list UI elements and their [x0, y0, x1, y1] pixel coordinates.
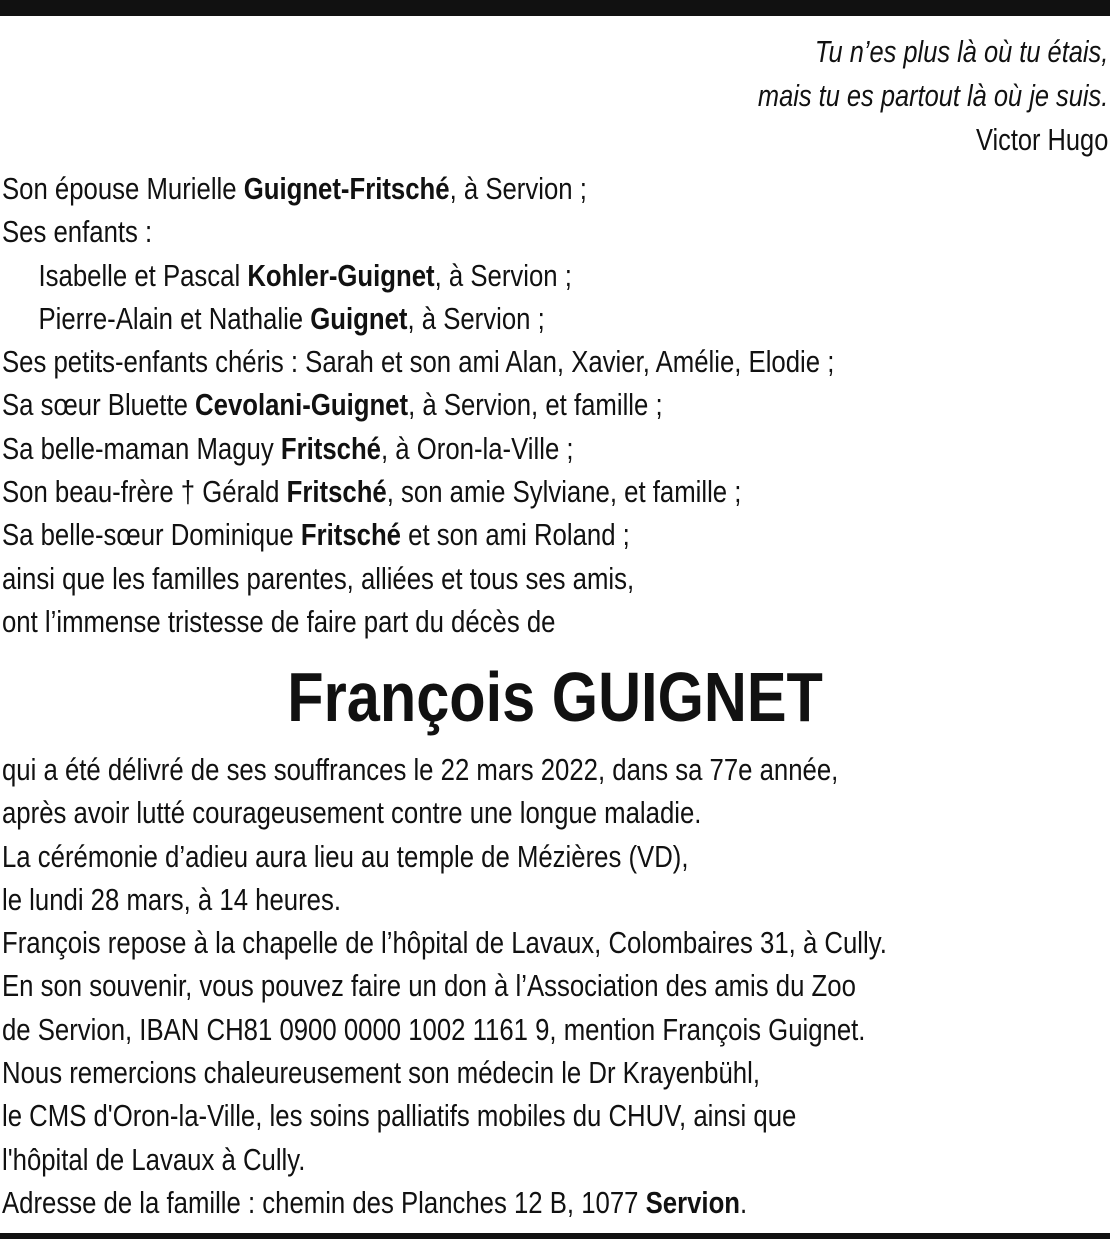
family-text: Ses petits-enfants chéris : Sarah et son ami Alan, Xavier, Amélie, Elodie ; [2, 344, 835, 380]
details-text: . [740, 1184, 748, 1220]
details-text: de Servion, IBAN CH81 0900 0000 1002 1161 9, mention François Guignet. [2, 1011, 866, 1047]
family-surname: Fritsché [280, 430, 381, 466]
deceased-name [0, 655, 1110, 739]
details-line [2, 1181, 887, 1224]
epigraph-quote [681, 30, 1108, 162]
details-text: La cérémonie d’adieu aura lieu au temple de Mézières (VD), [2, 838, 689, 874]
details-line [2, 748, 887, 791]
details-text: après avoir lutté courageusement contre une longue maladie. [2, 795, 702, 831]
details-line [2, 878, 887, 921]
family-text: Pierre-Alain et Nathalie [38, 300, 311, 336]
quote-author: Victor Hugo [975, 122, 1108, 157]
details-text: qui a été délivré de ses souffrances le 22 mars 2022, dans sa 77e année, [2, 752, 839, 787]
details-line [2, 1051, 887, 1094]
bottom-border-rule [0, 1233, 1110, 1239]
details-line [2, 835, 887, 878]
details-text: Adresse de la famille : chemin des Planches 12 B, 1077 [2, 1184, 646, 1220]
family-surname: Guignet-Fritsché [243, 171, 450, 206]
family-text: , à Servion ; [449, 171, 587, 206]
family-line [2, 340, 834, 383]
family-text: Ses enfants : [2, 214, 153, 250]
top-border-rule [0, 0, 1110, 16]
family-text: Sa belle-maman Maguy [2, 430, 281, 466]
family-line [2, 210, 834, 253]
family-text: Sa belle-sœur Dominique [2, 517, 301, 553]
family-line [2, 470, 834, 513]
family-text: , à Oron-la-Ville ; [380, 430, 574, 466]
family-line [2, 383, 834, 426]
details-text: Nous remercions chaleureusement son médecin le Dr Krayenbühl, [2, 1055, 760, 1091]
family-surname: Fritsché [300, 517, 401, 553]
family-text: , à Servion ; [407, 300, 545, 336]
family-list [2, 167, 1005, 643]
family-text: , à Servion ; [434, 257, 572, 293]
family-surname: Cevolani-Guignet [195, 387, 409, 423]
family-text: , à Servion, et famille ; [408, 387, 663, 423]
family-surname: Guignet [310, 300, 408, 336]
family-line [2, 167, 834, 210]
obituary-details [2, 748, 1068, 1224]
family-text: Sa sœur Bluette [2, 387, 196, 423]
family-text: , son amie Sylviane, et famille ; [386, 474, 742, 510]
family-text: Son épouse Murielle [2, 171, 244, 206]
family-line [2, 427, 834, 470]
family-surname: Fritsché [286, 474, 387, 510]
quote-line-2: mais tu es partout là où je suis. [757, 78, 1108, 113]
family-line [2, 600, 834, 643]
family-text: et son ami Roland ; [400, 517, 630, 553]
details-text: le lundi 28 mars, à 14 heures. [2, 881, 341, 917]
family-text: Isabelle et Pascal [38, 257, 248, 293]
details-line [2, 1008, 887, 1051]
details-line [2, 791, 887, 834]
details-surname: Servion [645, 1184, 741, 1220]
deceased-name-text: François GUIGNET [287, 658, 823, 736]
details-line [2, 1094, 887, 1137]
details-text: François repose à la chapelle de l’hôpital de Lavaux, Colombaires 31, à Cully. [2, 925, 887, 961]
family-line [2, 254, 834, 297]
details-line [2, 921, 887, 964]
family-line [2, 513, 834, 556]
family-surname: Kohler-Guignet [247, 257, 435, 293]
quote-line-1: Tu n’es plus là où tu étais, [814, 34, 1108, 69]
family-line [2, 297, 834, 340]
family-text: ont l’immense tristesse de faire part du décès de [2, 603, 556, 639]
details-text: l'hôpital de Lavaux à Cully. [2, 1141, 306, 1177]
details-line [2, 964, 887, 1007]
details-line [2, 1138, 887, 1181]
family-line [2, 557, 834, 600]
details-text: En son souvenir, vous pouvez faire un don à l’Association des amis du Zoo [2, 968, 856, 1004]
details-text: le CMS d'Oron-la-Ville, les soins palliatifs mobiles du CHUV, ainsi que [2, 1098, 797, 1134]
family-text: ainsi que les familles parentes, alliées et tous ses amis, [2, 560, 635, 596]
family-text: Son beau-frère † Gérald [2, 474, 287, 510]
